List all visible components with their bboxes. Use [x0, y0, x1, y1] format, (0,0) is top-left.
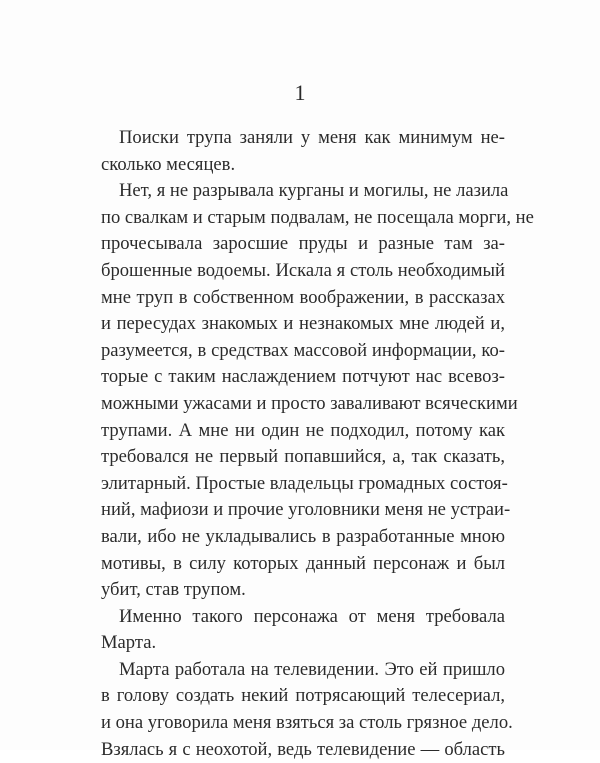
- text-line: трупами. А мне ни один не подходил, потому как: [101, 419, 505, 441]
- text-line: ний, мафиози и прочие уголовники меня не устраи-: [101, 499, 511, 521]
- text-line: сколько месяцев.: [101, 153, 236, 175]
- text-line: вали, ибо не укладывались в разработанные мною: [101, 525, 505, 547]
- text-line: мотивы, в силу которых данный персонаж и был: [101, 552, 505, 574]
- text-line: и пересудах знакомых и незнакомых мне людей и,: [101, 313, 505, 335]
- text-line: по свалкам и старым подвалам, не посещала морги, не: [101, 206, 534, 228]
- text-line: Именно такого персонажа от меня требовала: [119, 605, 505, 627]
- body-text: [101, 125, 534, 763]
- text-line: Взялась я с неохотой, ведь телевидение — область: [101, 738, 505, 760]
- text-line: разумеется, в средствах массовой информации, ко-: [101, 339, 505, 361]
- text-line: Нет, я не разрывала курганы и могилы, не лазила: [119, 180, 509, 202]
- text-line: элитарный. Простые владельцы громадных состоя-: [101, 472, 508, 494]
- text-line: и она уговорила меня взяться за столь грязное дело.: [101, 712, 513, 734]
- text-line: можными ужасами и просто заваливают всяческими: [101, 392, 518, 414]
- text-line: Поиски трупа заняли у меня как минимум не-: [119, 127, 505, 148]
- text-line: убит, став трупом.: [101, 579, 246, 601]
- text-line: торые с таким наслаждением потчуют нас всевоз-: [101, 366, 505, 388]
- text-line: прочесывала заросшие пруды и разные там за-: [101, 233, 505, 255]
- text-line: требовался не первый попавшийся, а, так сказать,: [101, 446, 505, 468]
- text-line: в голову создать некий потрясающий телесериал,: [101, 685, 505, 707]
- text-line: мне труп в собственном воображении, в рассказах: [101, 286, 505, 308]
- chapter-number: 1: [294, 80, 306, 105]
- text-line: Марта.: [101, 632, 157, 654]
- text-line: брошенные водоемы. Искала я столь необходимый: [101, 259, 505, 281]
- text-line: Марта работала на телевидении. Это ей пришло: [119, 658, 505, 680]
